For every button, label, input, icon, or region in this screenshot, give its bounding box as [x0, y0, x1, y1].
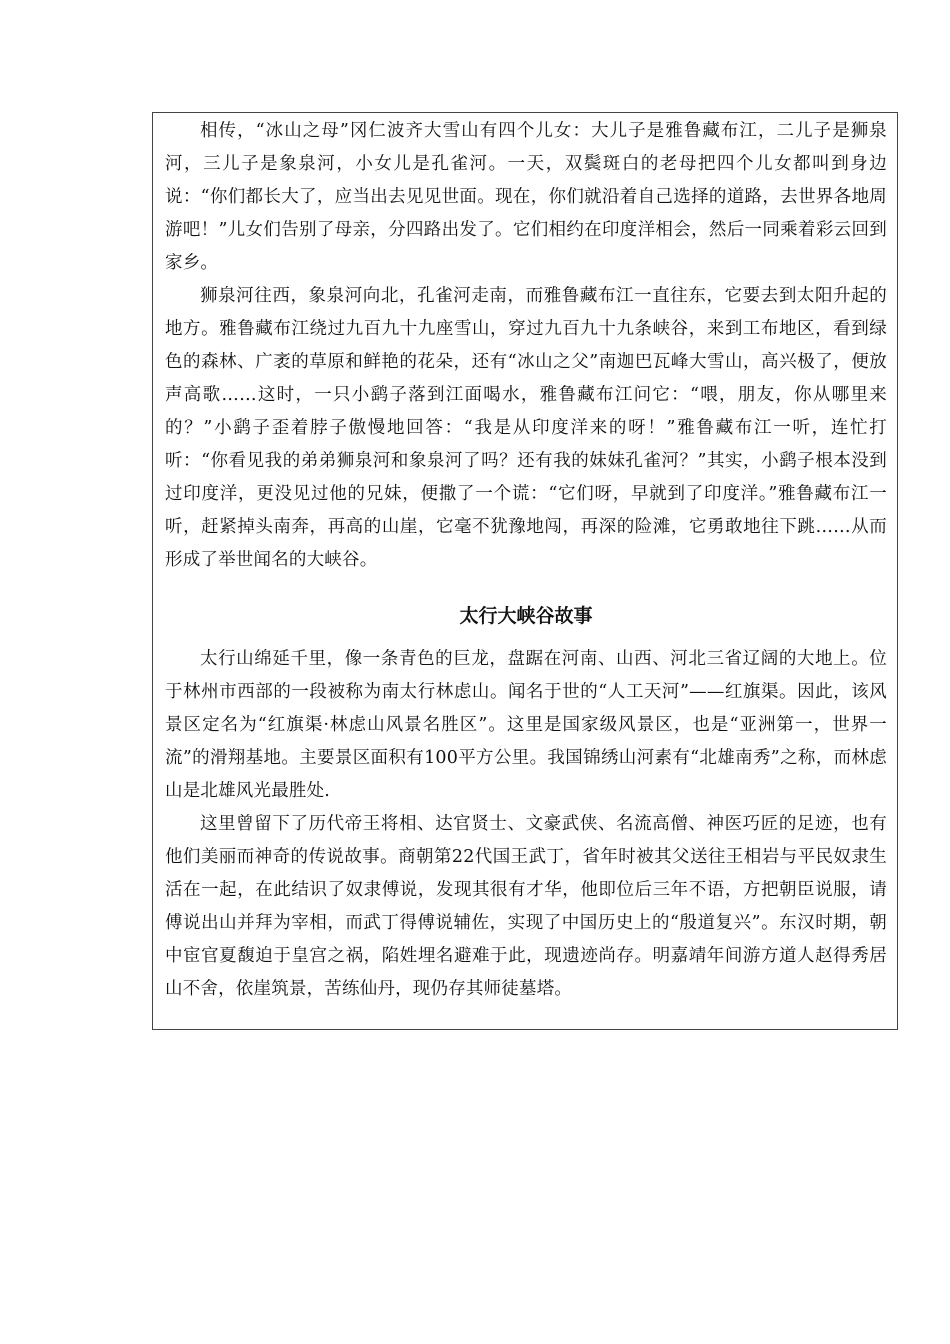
paragraph-taihang-history: 这里曾留下了历代帝王将相、达官贤士、文豪武侠、名流高僧、神医巧匠的足迹，也有他们美丽而神奇的传说故事。商朝第22代国王武丁，省年时被其父送往王相岩与平民奴隶生活在一起，在此结识了奴隶傅说，发现其很有才华，他即位后三年不语，方把朝臣说服，请傅说出山并拜为宰相，而武丁得傅说辅佐，实现了中国历史上的“殷道复兴”。东汉时期，朝中宦官夏馥迫于皇宫之祸，陷姓埋名避难于此，现遗迹尚存。明嘉靖年间游方道人赵得秀居山不舍，依崖筑景，苦练仙丹，现仍存其师徒墓塔。 [165, 814, 887, 999]
paragraph-taihang-overview: 太行山绵延千里，像一条青色的巨龙，盘踞在河南、山西、河北三省辽阔的大地上。位于林州市西部的一段被称为南太行林虑山。闻名于世的“人工天河”——红旗渠。因此，该风景区定名为“红旗渠·林虑山风景名胜区”。这里是国家级风景区，也是“亚洲第一，世界一流”的滑翔基地。主要景区面积有100平方公里。我国锦绣山河素有“北雄南秀”之称，而林虑山是北雄风光最胜处. [165, 649, 887, 801]
paragraph-legend-mother-mountain: 相传，“冰山之母”冈仁波齐大雪山有四个儿女：大儿子是雅鲁藏布江，二儿子是狮泉河，三儿子是象泉河，小女儿是孔雀河。一天，双鬓斑白的老母把四个儿女都叫到身边说：“你们都长大了，应当出去见见世面。现在，你们就沿着自己选择的道路，去世界各地周游吧！”儿女们告别了母亲，分四路出发了。它们相约在印度洋相会，然后一同乘着彩云回到家乡。 [165, 121, 887, 273]
paragraph-yarlung-tsangpo-journey: 狮泉河往西，象泉河向北，孔雀河走南，而雅鲁藏布江一直往东，它要去到太阳升起的地方。雅鲁藏布江绕过九百九十九座雪山，穿过九百九十九条峡谷，来到工布地区，看到绿色的森林、广袤的草原和鲜艳的花朵，还有“冰山之父”南迦巴瓦峰大雪山，高兴极了，便放声高歌……这时，一只小鹞子落到江面喝水，雅鲁藏布江问它：“喂，朋友，你从哪里来的？”小鹞子歪着脖子傲慢地回答：“我是从印度洋来的呀！”雅鲁藏布江一听，连忙打听：“你看见我的弟弟狮泉河和象泉河了吗？还有我的妹妹孔雀河？”其实，小鹞子根本没到过印度洋，更没见过他的兄妹，便撒了一个谎：“它们呀，早就到了印度洋。”雅鲁藏布江一听，赶紧掉头南奔，再高的山崖，它毫不犹豫地闯，再深的险滩，它勇敢地往下跳……从而形成了举世闻名的大峡谷。 [165, 286, 887, 570]
section-title-taihang: 太行大峡谷故事 [459, 605, 593, 627]
text-frame [152, 112, 898, 1030]
